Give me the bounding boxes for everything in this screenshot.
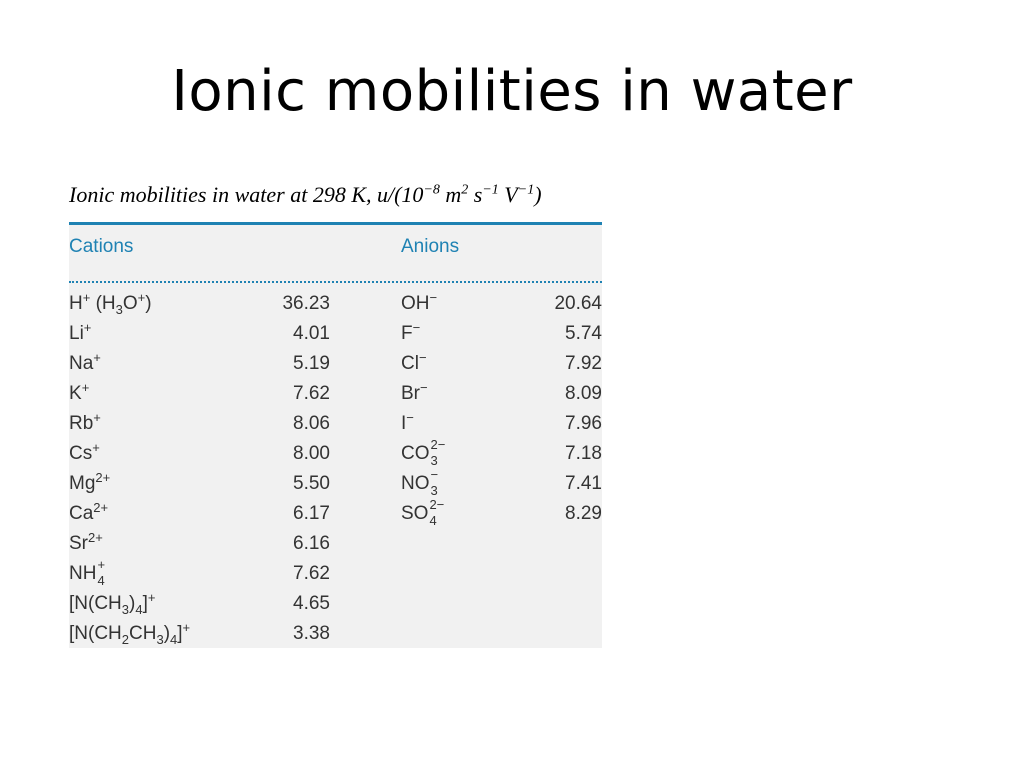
ion-charge: + [97,557,106,572]
ion-sub: 3 [121,602,130,617]
ion-sup: + [81,380,90,395]
header-anions: Anions [401,236,460,257]
ion-text: K [69,383,82,404]
anion-formula [401,352,427,376]
ion-text: NO [401,473,430,494]
ion-text: Br [401,383,420,404]
table-body [69,290,602,650]
caption-exp-2: 2 [461,182,469,198]
ion-sup: − [406,410,414,425]
cation-formula [69,592,155,616]
cation-mobility: 36.23 [282,293,330,314]
anion-formula [401,292,437,316]
caption-prefix: Ionic mobilities in water at 298 K, u/(10 [69,182,424,207]
table-row [69,290,602,320]
cation-mobility: 7.62 [293,383,330,404]
ion-subscript: 3 [430,453,438,468]
ion-charge: 2− [429,497,445,512]
ion-text: I [401,413,407,434]
slide-title: Ionic mobilities in water [171,59,853,124]
anion-mobility: 20.64 [554,293,602,314]
ion-sup: − [420,380,428,395]
ion-charge: − [430,467,439,482]
ion-text: Rb [69,413,94,434]
anion-formula [401,437,446,468]
anion-formula [401,412,414,436]
ion-sup: + [182,620,191,635]
table-row [69,557,602,590]
cation-mobility: 4.01 [293,323,330,344]
ion-sup: − [412,320,421,335]
cation-mobility: 3.38 [293,623,330,644]
cation-formula [69,292,152,316]
anion-mobility: 8.09 [565,383,602,404]
ion-sup: 2+ [88,530,103,545]
ion-charge-stack [430,467,444,498]
anion-mobility: 7.41 [565,473,602,494]
header-cations: Cations [69,236,134,257]
cation-formula [69,557,110,588]
ion-text: SO [401,503,429,524]
ion-sub: 2 [121,632,130,647]
caption-mid-2: s [468,182,483,207]
ion-text: H [69,293,83,314]
table-caption [69,182,542,208]
caption-mid-1: m [439,182,462,207]
ion-sup: + [147,590,156,605]
ion-text: Mg [69,473,96,494]
cation-formula [69,532,103,556]
ion-after3: ) [145,293,152,314]
anion-mobility: 7.96 [565,413,602,434]
anion-formula [401,497,445,528]
ion-after: CH [129,623,157,644]
table-top-rule [69,222,602,225]
cation-formula [69,382,89,406]
ion-sup: 2+ [93,500,109,515]
mobility-table [69,222,602,648]
caption-suffix: ) [534,182,542,207]
ion-text: [N(CH [69,623,122,644]
header-divider [69,281,602,283]
ion-after2: ] [142,593,148,614]
caption-exp-3: −1 [482,182,499,198]
ion-text: Ca [69,503,94,524]
ion-text: Li [69,323,84,344]
ion-charge-stack [96,557,110,588]
ion-sup2: + [137,290,146,305]
ion-text: CO [401,443,430,464]
cation-formula [69,322,91,346]
ion-sup: 2+ [95,470,111,485]
ion-after2: ) [163,623,171,644]
cation-mobility: 8.00 [293,443,330,464]
cation-formula [69,352,101,376]
ion-subscript: 3 [430,483,438,498]
ion-charge: 2− [430,437,446,452]
ion-text: F [401,323,413,344]
anion-mobility: 5.74 [565,323,602,344]
anion-mobility: 7.92 [565,353,602,374]
table-row [69,380,602,410]
anion-formula [401,382,428,406]
cation-formula [69,472,110,496]
cation-mobility: 7.62 [293,563,330,584]
ion-text: [N(CH [69,593,122,614]
ion-subscript: 4 [97,573,105,588]
cation-mobility: 4.65 [293,593,330,614]
ion-text: Cs [69,443,93,464]
caption-exp-1: −8 [423,182,440,198]
table-row [69,410,602,440]
cation-mobility: 8.06 [293,413,330,434]
table-row [69,350,602,380]
ion-sub2: 3 [156,632,164,647]
ion-sup: + [93,410,101,425]
ion-sup: + [82,290,91,305]
ion-subscript: 4 [429,513,437,528]
ion-sup: + [83,320,92,335]
ion-text: NH [69,563,97,584]
table-row [69,590,602,620]
cation-formula [69,442,100,466]
ion-after2: O [122,293,138,314]
cation-mobility: 6.16 [293,533,330,554]
caption-exp-4: −1 [517,182,535,198]
ion-sup: + [93,350,101,365]
ion-text: Na [69,353,94,374]
ion-sup: − [429,290,438,305]
cation-formula [69,412,101,436]
table-row [69,320,602,350]
table-row [69,530,602,560]
ion-sup: + [92,440,100,455]
ion-sup: − [418,350,427,365]
cation-mobility: 5.19 [293,353,330,374]
anion-formula [401,322,420,346]
cation-mobility: 6.17 [293,503,330,524]
anion-mobility: 8.29 [565,503,602,524]
table-row [69,467,602,500]
table-row [69,620,602,650]
cation-formula [69,622,190,646]
ion-sub: 3 [115,302,123,317]
table-row [69,497,602,530]
ion-after: ) [129,593,136,614]
ion-text: OH [401,293,430,314]
anion-mobility: 7.18 [565,443,602,464]
cation-mobility: 5.50 [293,473,330,494]
ion-text: Sr [69,533,88,554]
ion-charge-stack [430,437,446,468]
ion-text: Cl [401,353,419,374]
ion-after3: ] [177,623,183,644]
caption-mid-3: V [498,182,518,207]
table-row [69,437,602,470]
cation-formula [69,502,108,526]
ion-after: (H [90,293,116,314]
ion-sub3: 4 [170,632,178,647]
ion-charge-stack [428,497,445,528]
anion-formula [401,467,444,498]
ion-sub2: 4 [135,602,143,617]
